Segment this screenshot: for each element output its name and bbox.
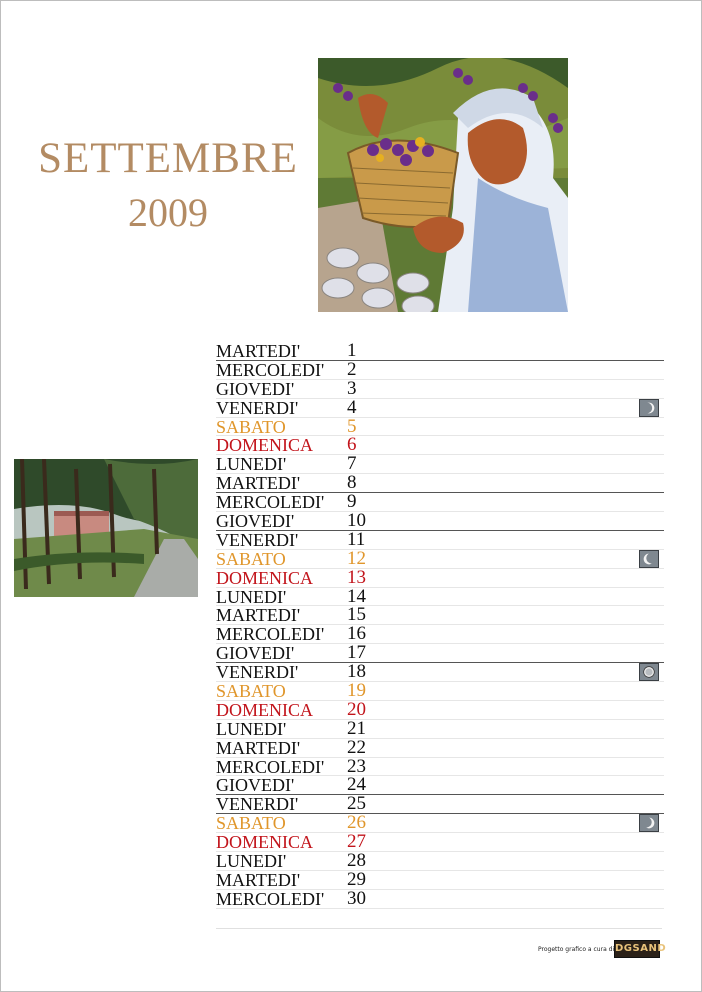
day-number: 8 xyxy=(347,472,357,494)
day-row xyxy=(216,436,664,455)
day-name: GIOVEDI' xyxy=(216,511,295,532)
day-row xyxy=(216,493,664,512)
day-row xyxy=(216,887,664,909)
year-title: 2009 xyxy=(128,190,208,235)
grape-harvest-painting xyxy=(318,58,568,312)
day-name: SABATO xyxy=(216,416,286,437)
day-name: MERCOLEDI' xyxy=(216,624,325,645)
day-name: MARTEDI' xyxy=(216,341,301,361)
day-row xyxy=(216,663,664,682)
day-number: 7 xyxy=(347,453,357,475)
day-number: 18 xyxy=(347,661,366,683)
day-row xyxy=(216,474,664,493)
forest-road-photo xyxy=(14,459,198,597)
day-row xyxy=(216,625,664,644)
day-name: LUNEDI' xyxy=(216,718,287,739)
day-row xyxy=(216,795,664,814)
day-name: DOMENICA xyxy=(216,567,313,588)
day-row xyxy=(216,547,664,569)
day-name: VENERDI' xyxy=(216,794,299,815)
day-row xyxy=(216,455,664,474)
day-number: 27 xyxy=(347,831,366,853)
day-name: LUNEDI' xyxy=(216,586,287,607)
day-name: MARTEDI' xyxy=(216,737,301,758)
day-row xyxy=(216,512,664,531)
day-number: 3 xyxy=(347,377,357,399)
day-number: 1 xyxy=(347,340,357,361)
day-name: LUNEDI' xyxy=(216,454,287,475)
new-moon-icon xyxy=(639,663,659,681)
footer-divider xyxy=(216,928,662,929)
day-row xyxy=(216,358,664,380)
design-credit: Progetto grafico a cura di xyxy=(538,946,615,953)
day-number: 15 xyxy=(347,604,366,626)
day-row xyxy=(216,415,664,437)
day-row xyxy=(216,606,664,625)
day-number: 14 xyxy=(347,585,366,607)
day-number: 23 xyxy=(347,755,366,777)
day-number: 22 xyxy=(347,736,366,758)
last-quarter-moon-icon xyxy=(639,550,659,568)
day-name: LUNEDI' xyxy=(216,851,287,872)
day-name: MERCOLEDI' xyxy=(216,888,325,909)
day-name: MARTEDI' xyxy=(216,605,301,626)
day-name: MARTEDI' xyxy=(216,473,301,494)
day-row xyxy=(216,585,664,607)
day-row xyxy=(216,852,664,871)
designer-logo-text: DGSAND xyxy=(615,943,667,954)
day-number: 26 xyxy=(347,812,366,834)
day-name: GIOVEDI' xyxy=(216,643,295,664)
day-number: 13 xyxy=(347,566,366,588)
day-number: 25 xyxy=(347,793,366,815)
day-row xyxy=(216,814,664,833)
day-number: 21 xyxy=(347,717,366,739)
day-number: 20 xyxy=(347,698,366,720)
day-name: SABATO xyxy=(216,813,286,834)
day-number: 12 xyxy=(347,547,366,569)
month-title: SETTEMBRE xyxy=(38,135,298,182)
day-name: GIOVEDI' xyxy=(216,378,295,399)
day-name: DOMENICA xyxy=(216,832,313,853)
day-number: 5 xyxy=(347,415,357,437)
day-name: SABATO xyxy=(216,548,286,569)
full-moon-icon xyxy=(639,399,659,417)
day-number: 10 xyxy=(347,510,366,532)
day-number: 24 xyxy=(347,774,366,796)
day-number: 4 xyxy=(347,396,357,418)
designer-logo xyxy=(614,940,667,958)
row-divider xyxy=(216,908,664,909)
first-quarter-moon-icon xyxy=(639,814,659,832)
day-row xyxy=(216,717,664,739)
day-name: MERCOLEDI' xyxy=(216,359,325,380)
day-number: 29 xyxy=(347,868,366,890)
days-list xyxy=(216,342,664,909)
day-number: 11 xyxy=(347,528,366,550)
day-name: VENERDI' xyxy=(216,662,299,683)
day-row xyxy=(216,396,664,418)
day-name: VENERDI' xyxy=(216,397,299,418)
day-row xyxy=(216,566,664,588)
day-name: MERCOLEDI' xyxy=(216,492,325,513)
day-number: 28 xyxy=(347,850,366,872)
day-row xyxy=(216,755,664,777)
day-name: DOMENICA xyxy=(216,699,313,720)
day-name: DOMENICA xyxy=(216,435,313,456)
day-row xyxy=(216,776,664,795)
day-number: 17 xyxy=(347,642,366,664)
day-name: GIOVEDI' xyxy=(216,775,295,796)
day-row xyxy=(216,377,664,399)
day-number: 30 xyxy=(347,887,366,909)
day-name: SABATO xyxy=(216,681,286,702)
day-row xyxy=(216,698,664,720)
day-row xyxy=(216,342,664,361)
day-name: MARTEDI' xyxy=(216,869,301,890)
day-number: 16 xyxy=(347,623,366,645)
day-number: 19 xyxy=(347,680,366,702)
day-row xyxy=(216,736,664,758)
calendar-title xyxy=(30,132,306,240)
day-name: MERCOLEDI' xyxy=(216,756,325,777)
day-name: VENERDI' xyxy=(216,529,299,550)
day-row xyxy=(216,682,664,701)
day-row xyxy=(216,528,664,550)
day-row xyxy=(216,868,664,890)
day-row xyxy=(216,644,664,663)
day-number: 6 xyxy=(347,434,357,456)
day-row xyxy=(216,833,664,852)
day-number: 2 xyxy=(347,358,357,380)
day-number: 9 xyxy=(347,491,357,513)
